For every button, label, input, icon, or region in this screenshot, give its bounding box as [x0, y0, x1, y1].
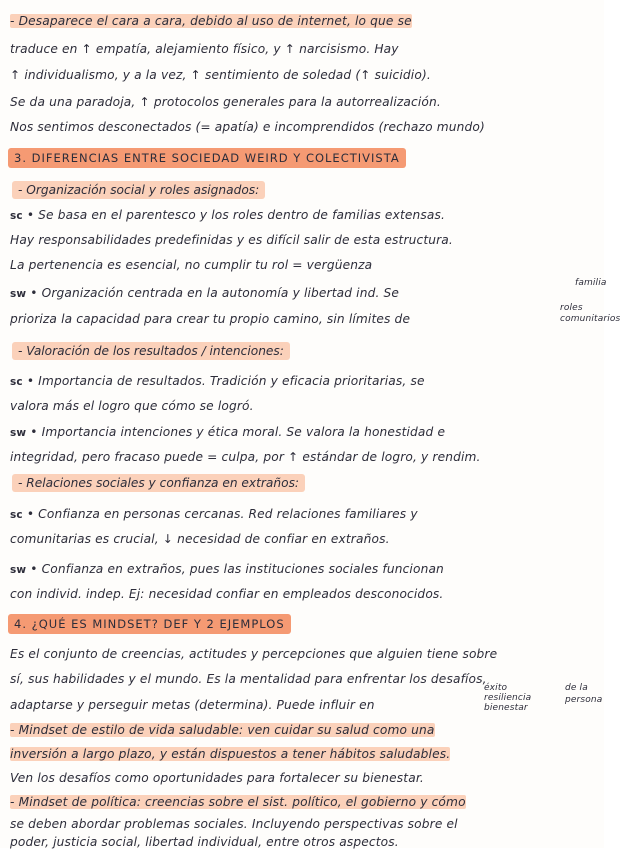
- brace-note: de la: [565, 683, 588, 693]
- text-line: ↑ individualismo, y a la vez, ↑ sentimiento de soledad (↑ suicidio).: [10, 68, 431, 82]
- subheading-organizacion: - Organización social y roles asignados:: [12, 181, 265, 199]
- brace-item: resiliencia: [484, 693, 532, 703]
- text-line: La pertenencia es esencial, no cumplir tu rol = vergüenza: [10, 258, 373, 272]
- text-line: prioriza la capacidad para crear tu propio camino, sin límites de: [10, 312, 411, 326]
- text-line: - Mindset de estilo de vida saludable: ven cuidar su salud como una: [10, 723, 435, 737]
- subheading-valoracion: - Valoración de los resultados / intenciones:: [12, 342, 290, 360]
- text-line: comunitarias es crucial, ↓ necesidad de confiar en extraños.: [10, 532, 390, 546]
- text-line: traduce en ↑ empatía, alejamiento físico, y ↑ narcisismo. Hay: [10, 42, 399, 56]
- text-line: sc • Importancia de resultados. Tradición y eficacia prioritarias, se: [10, 374, 425, 388]
- text-line: sc • Se basa en el parentesco y los roles dentro de familias extensas.: [10, 208, 446, 222]
- margin-note: comunitarios: [560, 314, 620, 324]
- section-3-title: 3. DIFERENCIAS ENTRE SOCIEDAD WEIRD Y COLECTIVISTA: [8, 148, 406, 168]
- text-line: - Mindset de política: creencias sobre el sist. político, el gobierno y cómo: [10, 795, 466, 809]
- text-line: con individ. indep. Ej: necesidad confiar en empleados desconocidos.: [10, 587, 444, 601]
- text-line: poder, justicia social, libertad individual, entre otros aspectos.: [10, 835, 399, 849]
- text-line: sí, sus habilidades y el mundo. Es la mentalidad para enfrentar los desafíos,: [10, 672, 487, 686]
- subheading-relaciones: - Relaciones sociales y confianza en extraños:: [12, 474, 305, 492]
- text-line: Hay responsabilidades predefinidas y es difícil salir de esta estructura.: [10, 233, 453, 247]
- brace-item: éxito: [484, 683, 508, 693]
- text-line: Se da una paradoja, ↑ protocolos generales para la autorrealización.: [10, 95, 441, 109]
- text-line: inversión a largo plazo, y están dispuestos a tener hábitos saludables.: [10, 747, 451, 761]
- text-line: sw • Importancia intenciones y ética moral. Se valora la honestidad e: [10, 425, 446, 439]
- text-line: integridad, pero fracaso puede = culpa, por ↑ estándar de logro, y rendim.: [10, 450, 481, 464]
- section-4-title: 4. ¿QUÉ ES MINDSET? DEF Y 2 EJEMPLOS: [8, 614, 291, 634]
- text-line: - Desaparece el cara a cara, debido al uso de internet, lo que se: [10, 14, 412, 28]
- text-line: Ven los desafíos como oportunidades para fortalecer su bienestar.: [10, 771, 424, 785]
- text-line: Es el conjunto de creencias, actitudes y percepciones que alguien tiene sobre: [10, 647, 498, 661]
- text-line: valora más el logro que cómo se logró.: [10, 399, 254, 413]
- margin-note: familia: [575, 278, 607, 288]
- text-line: adaptarse y perseguir metas (determina). Puede influir en: [10, 698, 375, 712]
- text-line: se deben abordar problemas sociales. Incluyendo perspectivas sobre el: [10, 817, 458, 831]
- text-line: sc • Confianza en personas cercanas. Red relaciones familiares y: [10, 507, 418, 521]
- brace-note: persona: [565, 695, 603, 705]
- margin-note: roles: [560, 303, 583, 313]
- text-line: sw • Organización centrada en la autonomía y libertad ind. Se: [10, 286, 400, 300]
- text-line: sw • Confianza en extraños, pues las instituciones sociales funcionan: [10, 562, 444, 576]
- text-line: Nos sentimos desconectados (= apatía) e incomprendidos (rechazo mundo): [10, 120, 485, 134]
- brace-item: bienestar: [484, 703, 528, 713]
